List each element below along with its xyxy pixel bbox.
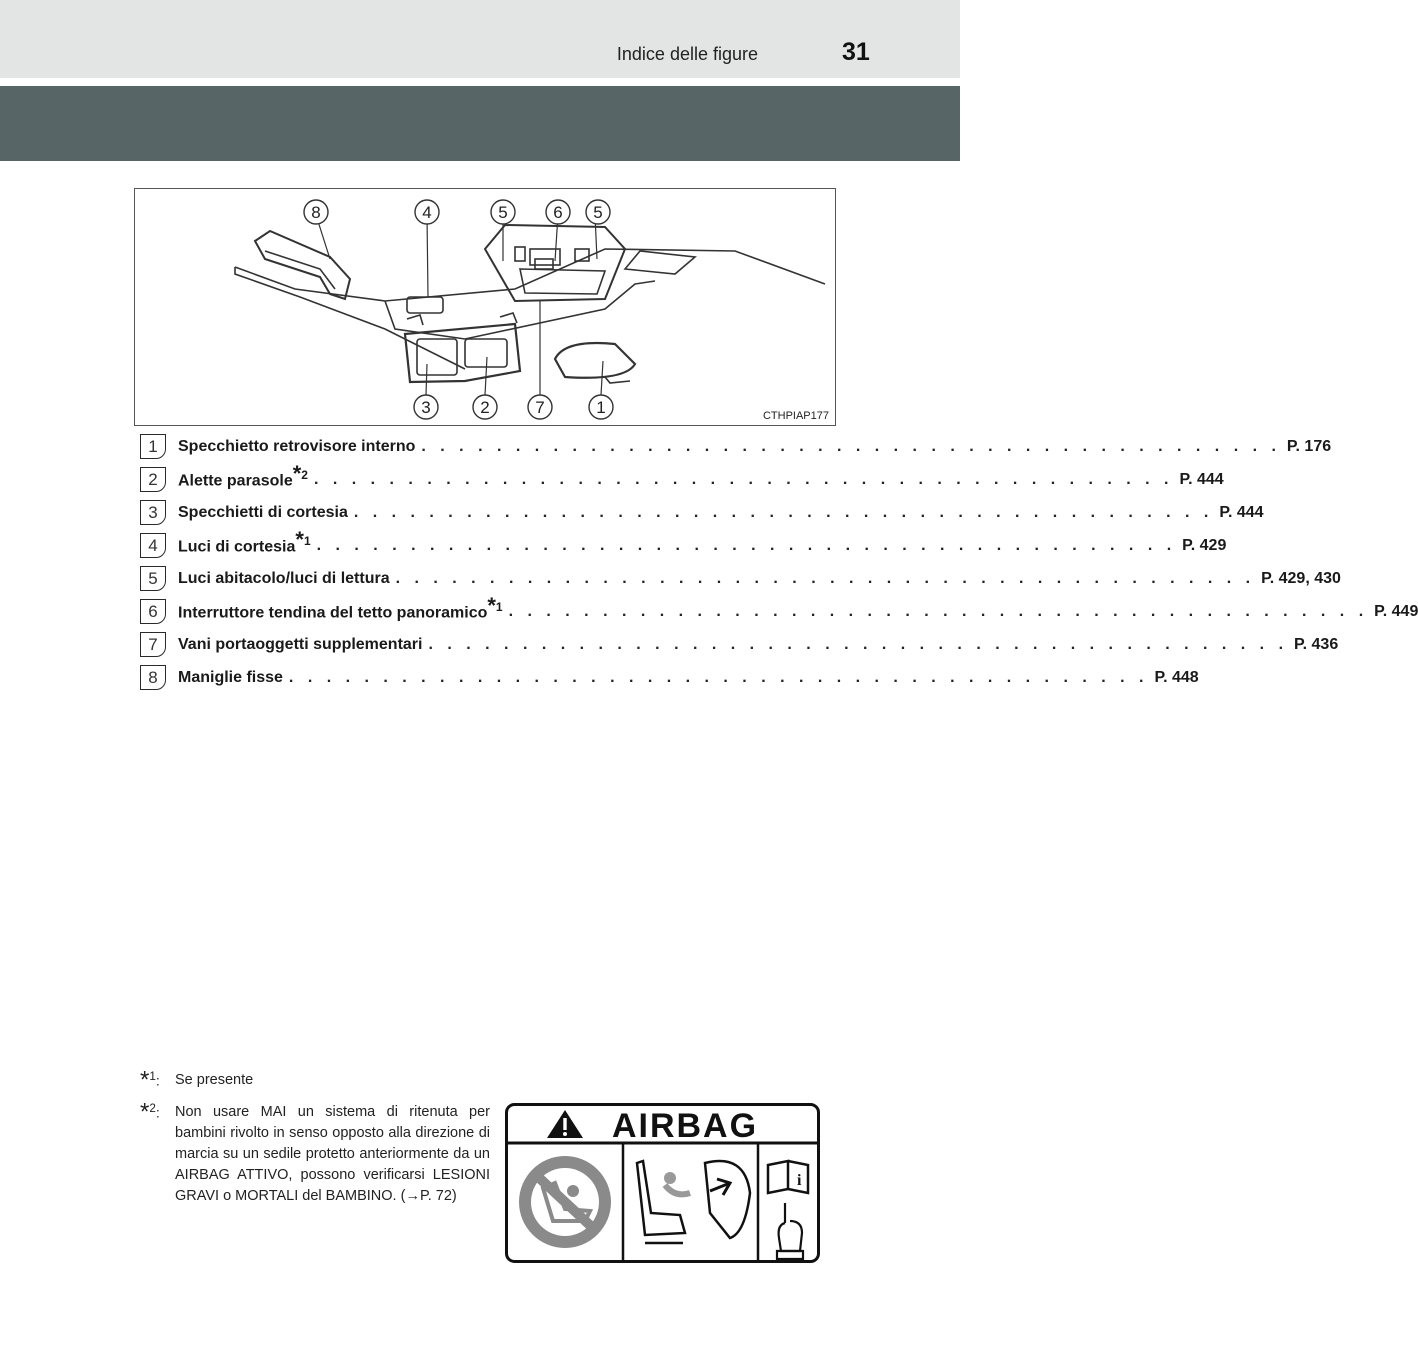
item-number: 4 [140, 533, 166, 558]
footnote-text: Non usare MAI un sistema di ritenuta per bambini rivolto in senso opposto alla direzione di marcia su un sedile protetto anteriormente da un AIRBAG ATTIVO, possono verificarsi LESIONI GRAVI o MORTALI del BAMBINO. (→P. 72) [175, 1104, 490, 1204]
item-label: Interruttore tendina del tetto panoramico$^{*1}$ [178, 593, 503, 622]
leader-dots: . . . . . . . . . . . . . . . . . . . . . . . . . . . . . . . . . . . . . . . . . . . . . . [353, 503, 1214, 521]
svg-text:7: 7 [535, 398, 545, 417]
page-reference[interactable]: P. 429, 430 [1261, 569, 1341, 587]
item-label: Specchietto retrovisore interno [178, 437, 416, 455]
item-number: 5 [140, 566, 166, 591]
footnote-marker: *$^1$: [140, 1066, 160, 1094]
leader-dots: . . . . . . . . . . . . . . . . . . . . . . . . . . . . . . . . . . . . . . . . . . . . . . [395, 569, 1256, 587]
svg-text:1: 1 [596, 398, 606, 417]
leader-dots: . . . . . . . . . . . . . . . . . . . . . . . . . . . . . . . . . . . . . . . . . . . . . . [288, 668, 1149, 686]
no-child-seat-icon [519, 1156, 611, 1248]
section-band [0, 86, 960, 161]
page-reference[interactable]: P. 449 [1374, 602, 1418, 620]
leader-dots: . . . . . . . . . . . . . . . . . . . . . . . . . . . . . . . . . . . . . . . . . . . . . . [421, 437, 1281, 455]
item-label: Maniglie fisse [178, 668, 283, 686]
footnote-marker: *$^2$: [140, 1098, 160, 1126]
interior-roof-illustration [134, 188, 836, 426]
svg-text:5: 5 [498, 203, 508, 222]
leader-dots: . . . . . . . . . . . . . . . . . . . . . . . . . . . . . . . . . . . . . . . . . . . . . . [316, 536, 1177, 554]
callout-4 [415, 200, 439, 224]
callout-5b [586, 200, 610, 224]
page-reference[interactable]: P. 444 [1179, 470, 1224, 488]
list-item[interactable] [140, 562, 1341, 595]
callout-3 [414, 395, 438, 419]
list-item[interactable] [140, 461, 1224, 496]
callout-2 [473, 395, 497, 419]
roof-drawing [135, 189, 835, 425]
header-bar [0, 0, 960, 78]
footnote-text: Se presente [175, 1072, 254, 1088]
item-number: 8 [140, 665, 166, 690]
footnote-2 [140, 1098, 490, 1242]
callout-6 [546, 200, 570, 224]
header-title: Indice delle figure [616, 44, 758, 64]
item-number: 6 [140, 599, 166, 624]
list-item[interactable] [140, 527, 1227, 562]
list-item[interactable] [140, 661, 1199, 694]
page-reference[interactable]: P. 176 [1286, 437, 1332, 455]
page-number: 31 [842, 38, 870, 66]
svg-text:i: i [797, 1172, 802, 1189]
footnote-1 [140, 1066, 490, 1094]
svg-text:3: 3 [421, 398, 431, 417]
svg-text:8: 8 [311, 203, 321, 222]
item-number: 2 [140, 467, 166, 492]
page-reference[interactable]: P. 448 [1154, 668, 1199, 686]
item-number: 3 [140, 500, 166, 525]
callout-8 [304, 200, 328, 224]
item-number: 1 [140, 434, 166, 459]
svg-text:5: 5 [593, 203, 603, 222]
figure-code: CTHPIAP177 [762, 410, 829, 422]
item-label: Luci abitacolo/luci di lettura [178, 569, 390, 587]
leader-dots: . . . . . . . . . . . . . . . . . . . . . . . . . . . . . . . . . . . . . . . . . . . . . . [508, 602, 1369, 620]
svg-text:4: 4 [422, 203, 432, 222]
item-label: Luci di cortesia$^{*1}$ [178, 527, 311, 556]
leader-dots: . . . . . . . . . . . . . . . . . . . . . . . . . . . . . . . . . . . . . . . . . . . . . . [428, 635, 1289, 653]
airbag-warning-label [505, 1103, 820, 1263]
list-item[interactable] [140, 628, 1339, 661]
callout-1 [589, 395, 613, 419]
page-reference[interactable]: P. 436 [1294, 635, 1339, 653]
svg-text:6: 6 [553, 203, 563, 222]
item-number: 7 [140, 632, 166, 657]
list-item[interactable] [140, 593, 1418, 628]
callout-5a [491, 200, 515, 224]
page-reference[interactable]: P. 444 [1219, 503, 1264, 521]
leader-dots: . . . . . . . . . . . . . . . . . . . . . . . . . . . . . . . . . . . . . . . . . . . . . . [313, 470, 1174, 488]
item-label: Alette parasole$^{*2}$ [178, 461, 308, 490]
list-item[interactable] [140, 430, 1332, 463]
list-item[interactable] [140, 496, 1264, 529]
page-reference[interactable]: P. 429 [1182, 536, 1227, 554]
airbag-title: AIRBAG [611, 1107, 759, 1145]
svg-text:2: 2 [480, 398, 490, 417]
airbag-label-graphic [505, 1103, 820, 1263]
item-label: Specchietti di cortesia [178, 503, 348, 521]
item-label: Vani portaoggetti supplementari [178, 635, 423, 653]
callout-7 [528, 395, 552, 419]
